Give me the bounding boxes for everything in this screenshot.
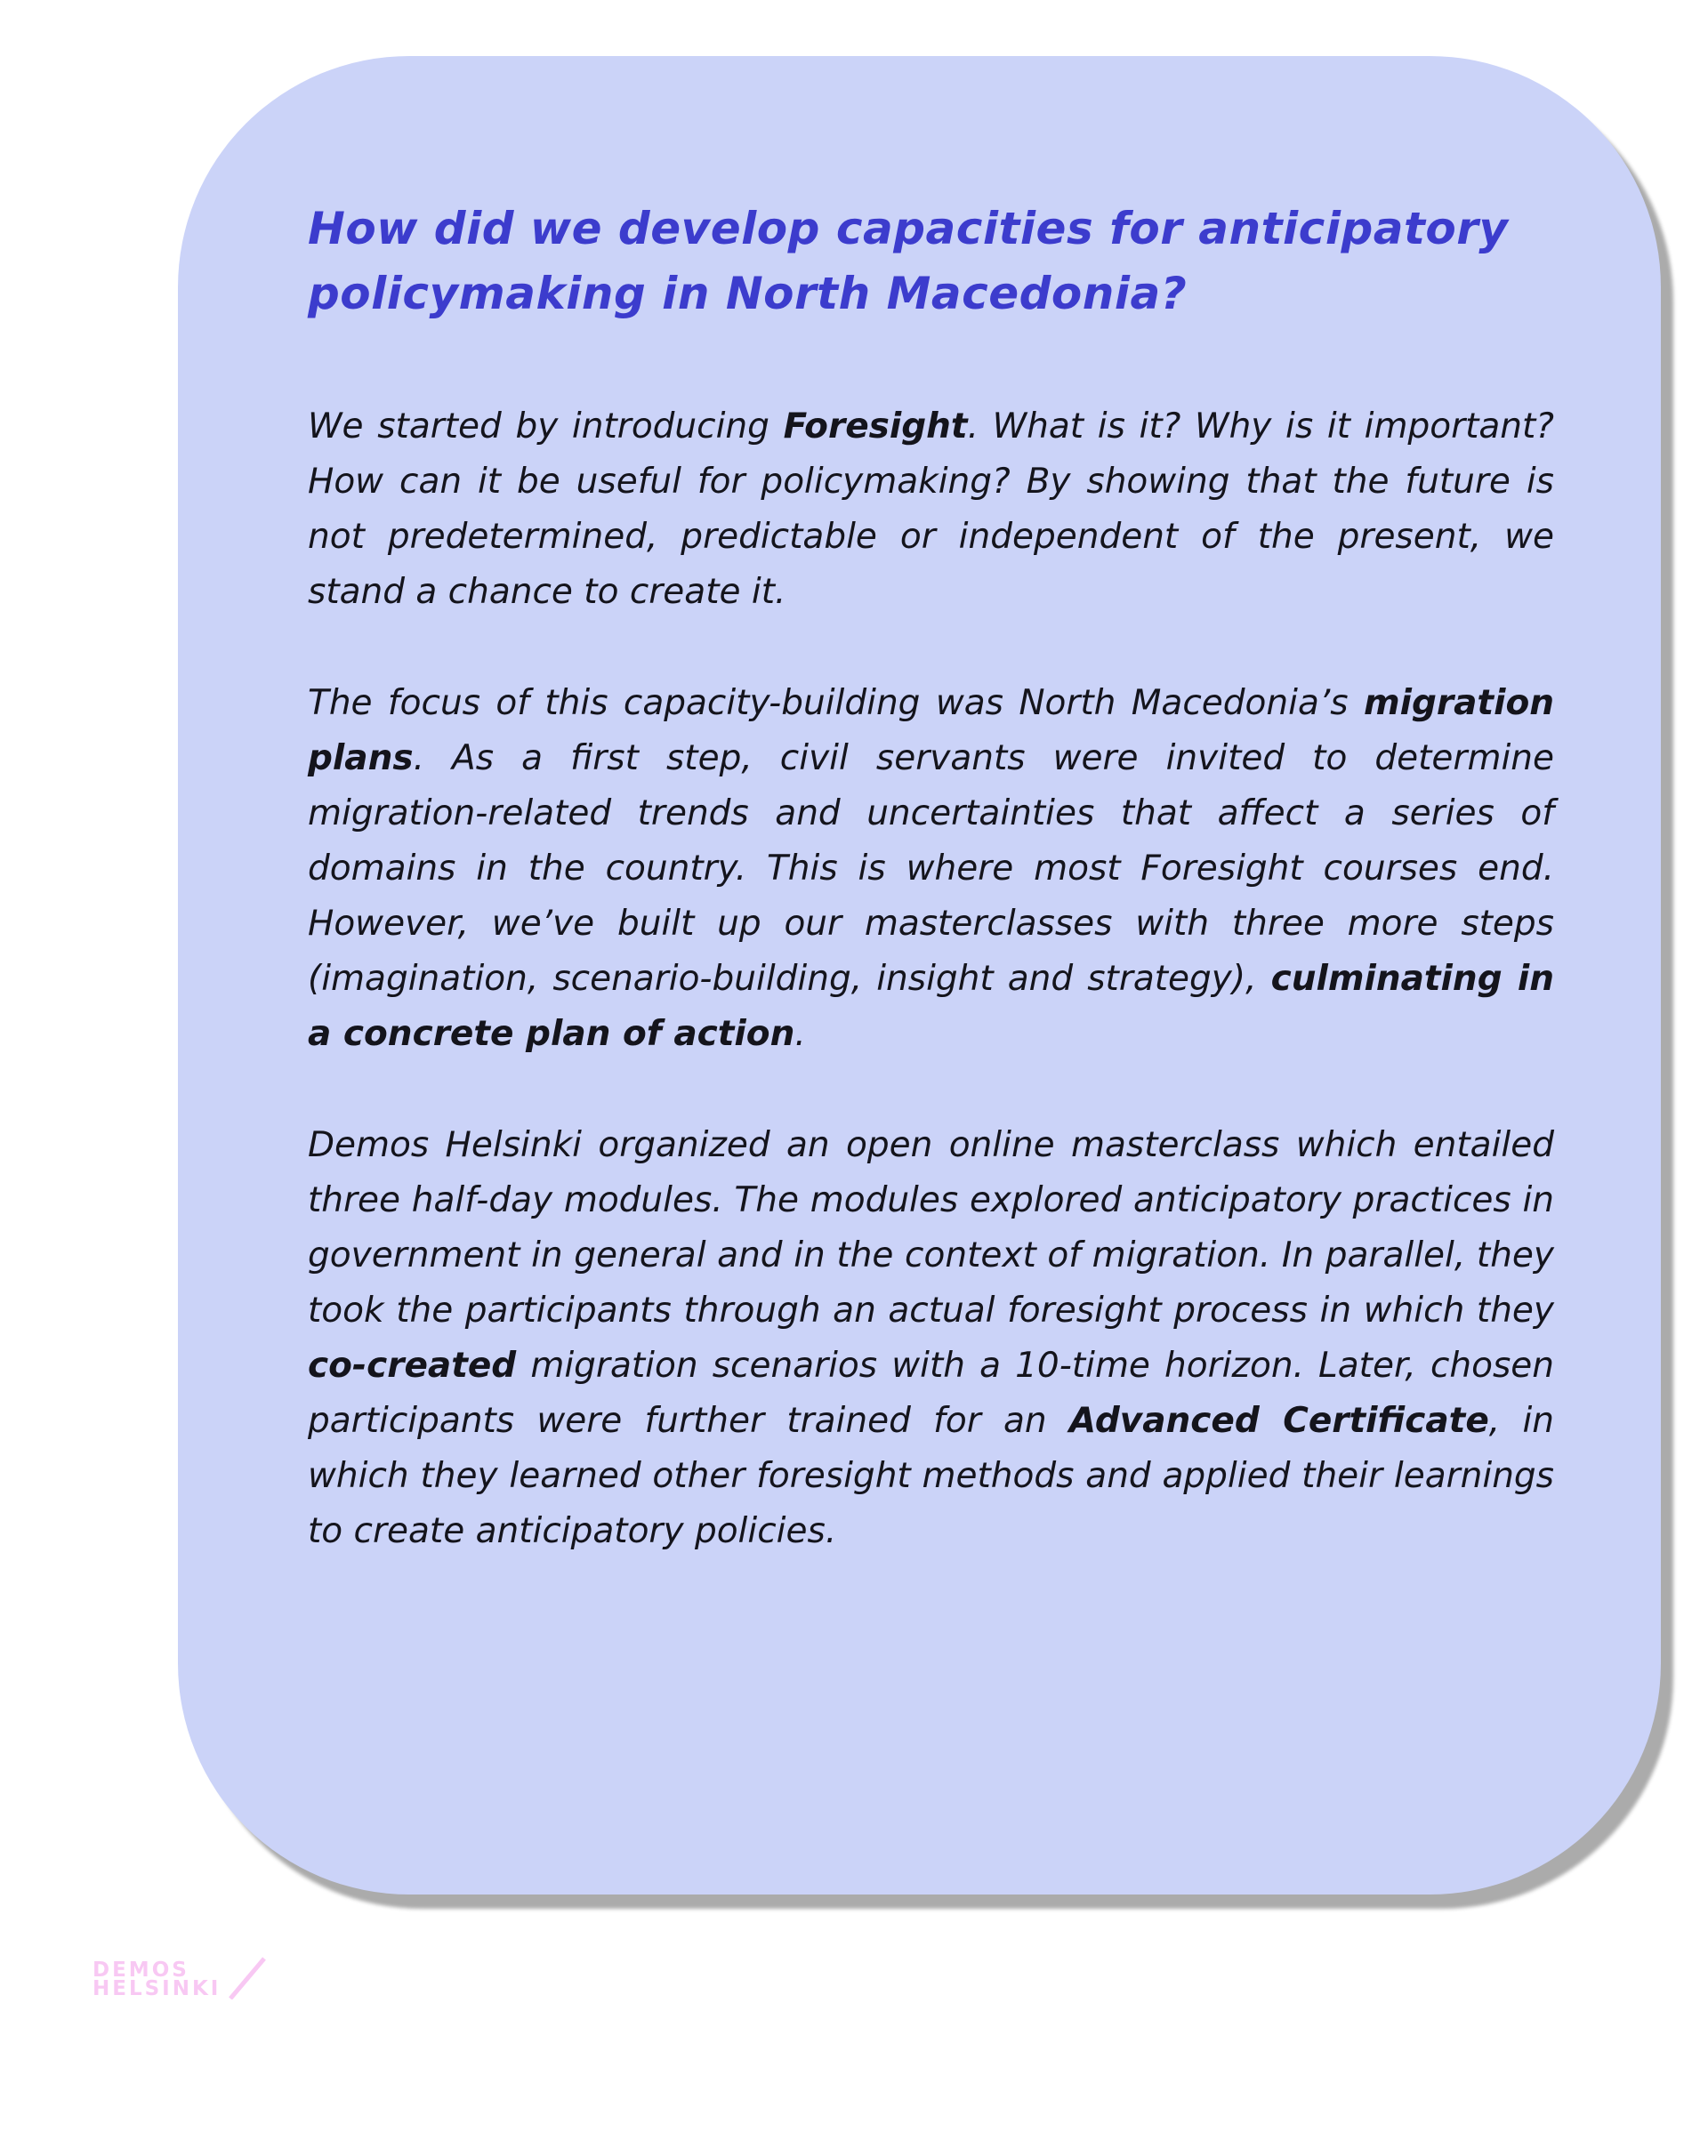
page-title [308, 197, 1554, 326]
logo-line-helsinki: HELSINKI [93, 1977, 222, 2000]
demos-helsinki-logo [93, 1957, 268, 1999]
paragraph-migration-plans: The focus of this capacity-building was North Macedonia’s migration plans. As a first step, civil servants were invited to determine migration-related trends and uncertainties that affect a series of domains in the country. This is where most Foresight courses end. However, we’ve built up our masterclasses with three more steps (imagination, scenario-building, insight and strategy), culminating in a concrete plan of action. [308, 683, 1555, 1054]
paragraph-masterclass: Demos Helsinki organized an open online masterclass which entailed three half-day modules. The modules explored anticipatory practices in government in general and in the context of migration. In parallel, they took the participants through an actual foresight process in which they co-created migration scenarios with a 10-time horizon. Later, chosen participants were further trained for an Advanced Certificate, in which they learned other foresight methods and applied their learnings to create anticipatory policies. [308, 1125, 1554, 1551]
paragraph-foresight-intro: We started by introducing Foresight. What is it? Why is it important? How can it be useful for policymaking? By showing that the future is not predetermined, predictable or independent of the present, we stand a chance to create it. [308, 406, 1554, 612]
logo-slash-icon [227, 1957, 268, 1999]
content-card [178, 56, 1661, 1895]
page-title-line-2: policymaking in North Macedonia? [308, 268, 1188, 319]
demos-helsinki-logo-text [93, 1961, 221, 1999]
page-title-line-1: How did we develop capacities for anticipatory [308, 203, 1509, 254]
logo-line-demos: DEMOS [93, 1959, 189, 1982]
body-text [308, 399, 1554, 1559]
